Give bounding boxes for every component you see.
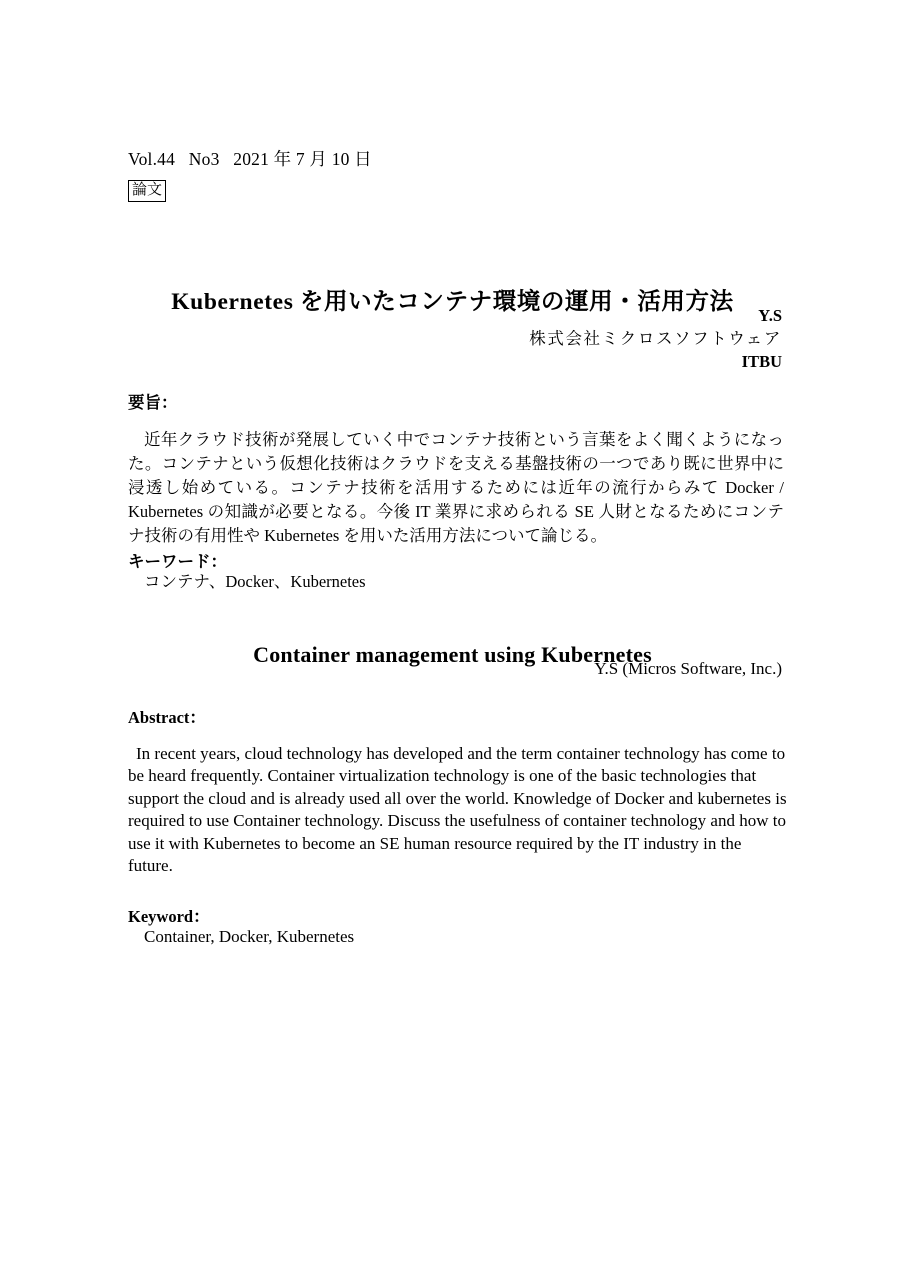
english-abstract-label: Abstract： <box>128 708 206 727</box>
japanese-keyword-label: キーワード： <box>128 552 227 571</box>
english-keyword-label: Keyword： <box>128 907 210 926</box>
japanese-author-name: Y.S <box>758 306 782 325</box>
issue-line: Vol.44 No3 2021 年 7 月 10 日 <box>128 149 372 169</box>
japanese-affiliation: 株式会社ミクロスソフトウェア <box>529 329 782 348</box>
english-keyword-body: Container, Docker, Kubernetes <box>144 927 355 946</box>
english-abstract-body: In recent years, cloud technology has developed and the term container technology has come to be heard frequently. Container virtualization technology is one of the basic technologies that support the cloud and is already used all over the world. Knowledge of Docker and kubernetes is required to use Container technology. Discuss the usefulness of container technology and how to use it with Kubernetes to become an SE human resource required by the IT industry in the future. <box>128 744 787 876</box>
japanese-department: ITBU <box>741 352 782 371</box>
japanese-author-block <box>128 304 782 373</box>
japanese-abstract-label: 要旨： <box>128 393 178 412</box>
english-title: Container management using Kubernetes <box>253 642 652 668</box>
japanese-keyword-body: コンテナ、Docker、Kubernetes <box>144 572 366 591</box>
article-kind-badge: 論文 <box>128 180 166 202</box>
english-byline: Y.S (Micros Software, Inc.) <box>594 659 782 678</box>
japanese-title: Kubernetes を用いたコンテナ環境の運用・活用方法 <box>171 288 734 315</box>
japanese-abstract-body: 近年クラウド技術が発展していく中でコンテナ技術という言葉をよく聞くようになった。コンテナという仮想化技術はクラウドを支える基盤技術の一つであり既に世界中に浸透し始めている。コンテナ技術を活用するためには近年の流行からみて Docker / Kubernetes の知識が必要となる。今後 IT 業界に求められる SE 人財となるためにコンテナ技術の有用性や Kubernetes を用いた活用方法について論じる。 <box>128 429 784 546</box>
